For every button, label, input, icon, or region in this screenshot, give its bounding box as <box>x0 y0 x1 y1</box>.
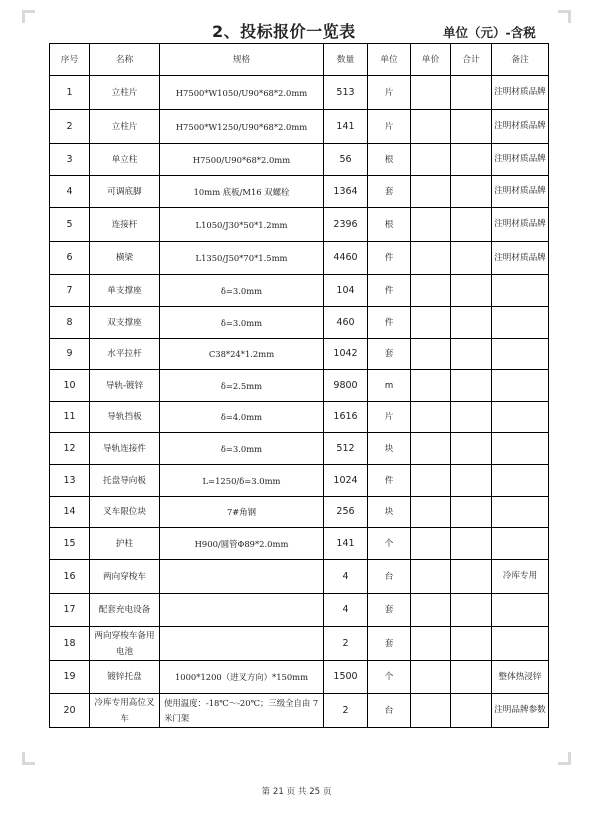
cell-spec: L1050/J30*50*1.2mm <box>160 208 324 242</box>
cell-seq: 10 <box>50 370 90 402</box>
cell-note: 冷库专用 <box>492 560 549 594</box>
cell-total <box>451 208 492 242</box>
cell-total <box>451 694 492 728</box>
table-row <box>50 307 549 339</box>
cell-spec: C38*24*1.2mm <box>160 339 324 370</box>
cell-unit: 件 <box>368 242 411 275</box>
cell-unit: m <box>368 370 411 402</box>
cell-unit: 个 <box>368 528 411 560</box>
cell-seq: 17 <box>50 594 90 627</box>
cell-seq: 7 <box>50 275 90 307</box>
cell-qty: 1042 <box>324 339 368 370</box>
cell-price <box>411 627 451 661</box>
page-footer: 第 21 页 共 25 页 <box>261 787 332 797</box>
table-row <box>50 560 549 594</box>
cell-price <box>411 176 451 208</box>
quotation-table <box>49 43 549 728</box>
cell-unit: 根 <box>368 208 411 242</box>
cell-qty: 1024 <box>324 465 368 497</box>
cell-qty: 56 <box>324 144 368 176</box>
cell-total <box>451 242 492 275</box>
cell-total <box>451 465 492 497</box>
header-name: 名称 <box>90 44 160 76</box>
cell-qty: 1500 <box>324 661 368 694</box>
cell-name: 导轨-镀锌 <box>90 370 160 402</box>
cell-spec: δ=3.0mm <box>160 433 324 465</box>
cell-name: 护柱 <box>90 528 160 560</box>
cell-spec: H7500*W1050/U90*68*2.0mm <box>160 76 324 110</box>
cell-seq: 9 <box>50 339 90 370</box>
cell-note: 注明材质品牌 <box>492 242 549 275</box>
cell-name: 两向穿梭车备用电池 <box>90 627 160 661</box>
cell-unit: 个 <box>368 661 411 694</box>
table-row <box>50 144 549 176</box>
cell-seq: 4 <box>50 176 90 208</box>
table-row <box>50 528 549 560</box>
cell-qty: 512 <box>324 433 368 465</box>
cell-note <box>492 433 549 465</box>
cell-spec: 1000*1200（进叉方向）*150mm <box>160 661 324 694</box>
cell-name: 配套充电设备 <box>90 594 160 627</box>
table-row <box>50 339 549 370</box>
cell-name: 冷库专用高位叉车 <box>90 694 160 728</box>
cell-total <box>451 560 492 594</box>
cell-seq: 3 <box>50 144 90 176</box>
cell-qty: 1616 <box>324 402 368 433</box>
table-row <box>50 208 549 242</box>
table-row <box>50 465 549 497</box>
cell-name: 叉车限位块 <box>90 497 160 528</box>
cell-unit: 根 <box>368 144 411 176</box>
cell-qty: 141 <box>324 110 368 144</box>
cell-unit: 片 <box>368 110 411 144</box>
cell-price <box>411 76 451 110</box>
cell-note: 注明材质品牌 <box>492 176 549 208</box>
cell-spec: L1350/J50*70*1.5mm <box>160 242 324 275</box>
cell-note: 整体热浸锌 <box>492 661 549 694</box>
unit-note: 单位（元）-含税 <box>443 25 536 40</box>
cell-name: 水平拉杆 <box>90 339 160 370</box>
cell-name: 双支撑座 <box>90 307 160 339</box>
cell-note <box>492 627 549 661</box>
cell-unit: 片 <box>368 402 411 433</box>
corner-mark-top-left <box>22 10 35 23</box>
cell-qty: 2 <box>324 694 368 728</box>
cell-unit: 块 <box>368 497 411 528</box>
cell-spec: 7#角钢 <box>160 497 324 528</box>
cell-unit: 件 <box>368 307 411 339</box>
cell-spec: δ=4.0mm <box>160 402 324 433</box>
cell-seq: 16 <box>50 560 90 594</box>
header-spec: 规格 <box>160 44 324 76</box>
header-note: 备注 <box>492 44 549 76</box>
cell-spec: L=1250/δ=3.0mm <box>160 465 324 497</box>
cell-unit: 套 <box>368 594 411 627</box>
cell-qty: 4 <box>324 560 368 594</box>
cell-name: 连接杆 <box>90 208 160 242</box>
cell-total <box>451 370 492 402</box>
cell-unit: 件 <box>368 275 411 307</box>
cell-price <box>411 144 451 176</box>
cell-note <box>492 339 549 370</box>
cell-seq: 20 <box>50 694 90 728</box>
table-row <box>50 76 549 110</box>
table-row <box>50 176 549 208</box>
table-row <box>50 275 549 307</box>
cell-spec: 10mm 底板/M16 双螺栓 <box>160 176 324 208</box>
table-row <box>50 694 549 728</box>
cell-price <box>411 208 451 242</box>
cell-note: 注明材质品牌 <box>492 208 549 242</box>
cell-seq: 19 <box>50 661 90 694</box>
cell-price <box>411 242 451 275</box>
cell-qty: 1364 <box>324 176 368 208</box>
cell-name: 导轨挡板 <box>90 402 160 433</box>
cell-price <box>411 275 451 307</box>
cell-total <box>451 433 492 465</box>
cell-spec: 使用温度：-18℃～-20℃；三级全自由 7 米门架 <box>160 694 324 728</box>
cell-seq: 8 <box>50 307 90 339</box>
cell-seq: 1 <box>50 76 90 110</box>
cell-seq: 15 <box>50 528 90 560</box>
cell-price <box>411 433 451 465</box>
header-qty: 数量 <box>324 44 368 76</box>
table-row <box>50 627 549 661</box>
cell-unit: 块 <box>368 433 411 465</box>
cell-note <box>492 307 549 339</box>
cell-seq: 18 <box>50 627 90 661</box>
cell-name: 横梁 <box>90 242 160 275</box>
cell-total <box>451 176 492 208</box>
cell-price <box>411 560 451 594</box>
cell-qty: 256 <box>324 497 368 528</box>
cell-total <box>451 528 492 560</box>
cell-unit: 套 <box>368 176 411 208</box>
cell-unit: 套 <box>368 627 411 661</box>
cell-qty: 2396 <box>324 208 368 242</box>
cell-price <box>411 339 451 370</box>
cell-price <box>411 497 451 528</box>
cell-price <box>411 694 451 728</box>
cell-spec: δ=3.0mm <box>160 307 324 339</box>
cell-spec: H900/圆管Φ89*2.0mm <box>160 528 324 560</box>
header-unit: 单位 <box>368 44 411 76</box>
page-title: 2、投标报价一览表 <box>212 22 356 41</box>
corner-mark-top-right <box>558 10 571 23</box>
table-row <box>50 402 549 433</box>
header-total: 合计 <box>451 44 492 76</box>
cell-note: 注明材质品牌 <box>492 144 549 176</box>
table-row <box>50 661 549 694</box>
cell-total <box>451 497 492 528</box>
cell-name: 托盘导向板 <box>90 465 160 497</box>
cell-seq: 11 <box>50 402 90 433</box>
cell-price <box>411 370 451 402</box>
cell-note <box>492 465 549 497</box>
cell-note: 注明材质品牌 <box>492 110 549 144</box>
cell-unit: 台 <box>368 560 411 594</box>
cell-note <box>492 528 549 560</box>
table-row <box>50 370 549 402</box>
cell-note <box>492 275 549 307</box>
cell-note <box>492 370 549 402</box>
cell-price <box>411 307 451 339</box>
cell-qty: 104 <box>324 275 368 307</box>
table-row <box>50 594 549 627</box>
cell-unit: 套 <box>368 339 411 370</box>
cell-spec <box>160 594 324 627</box>
table-body <box>50 76 549 728</box>
cell-qty: 513 <box>324 76 368 110</box>
cell-seq: 12 <box>50 433 90 465</box>
cell-total <box>451 307 492 339</box>
cell-note: 注明品牌参数 <box>492 694 549 728</box>
table-row <box>50 110 549 144</box>
cell-total <box>451 627 492 661</box>
cell-qty: 460 <box>324 307 368 339</box>
corner-mark-bottom-right <box>558 752 571 765</box>
cell-total <box>451 76 492 110</box>
cell-total <box>451 144 492 176</box>
cell-qty: 141 <box>324 528 368 560</box>
cell-note: 注明材质品牌 <box>492 76 549 110</box>
cell-seq: 14 <box>50 497 90 528</box>
cell-price <box>411 402 451 433</box>
cell-qty: 2 <box>324 627 368 661</box>
cell-note <box>492 402 549 433</box>
cell-name: 可调底脚 <box>90 176 160 208</box>
cell-spec: δ=3.0mm <box>160 275 324 307</box>
cell-unit: 片 <box>368 76 411 110</box>
cell-name: 单支撑座 <box>90 275 160 307</box>
cell-seq: 2 <box>50 110 90 144</box>
cell-price <box>411 661 451 694</box>
corner-mark-bottom-left <box>22 752 35 765</box>
cell-seq: 13 <box>50 465 90 497</box>
header-seq: 序号 <box>50 44 90 76</box>
cell-price <box>411 465 451 497</box>
cell-total <box>451 594 492 627</box>
cell-seq: 5 <box>50 208 90 242</box>
cell-name: 镀锌托盘 <box>90 661 160 694</box>
cell-name: 立柱片 <box>90 110 160 144</box>
cell-spec: H7500*W1250/U90*68*2.0mm <box>160 110 324 144</box>
cell-unit: 件 <box>368 465 411 497</box>
cell-spec <box>160 560 324 594</box>
cell-spec: δ=2.5mm <box>160 370 324 402</box>
cell-seq: 6 <box>50 242 90 275</box>
table-row <box>50 497 549 528</box>
table-row <box>50 242 549 275</box>
cell-note <box>492 497 549 528</box>
cell-unit: 台 <box>368 694 411 728</box>
header-price: 单价 <box>411 44 451 76</box>
cell-total <box>451 661 492 694</box>
cell-total <box>451 339 492 370</box>
cell-spec <box>160 627 324 661</box>
table-row <box>50 433 549 465</box>
cell-name: 导轨连接件 <box>90 433 160 465</box>
cell-name: 单立柱 <box>90 144 160 176</box>
table-header-row <box>50 44 549 76</box>
cell-price <box>411 528 451 560</box>
cell-price <box>411 594 451 627</box>
cell-total <box>451 275 492 307</box>
cell-name: 立柱片 <box>90 76 160 110</box>
cell-qty: 9800 <box>324 370 368 402</box>
cell-qty: 4 <box>324 594 368 627</box>
cell-qty: 4460 <box>324 242 368 275</box>
cell-spec: H7500/U90*68*2.0mm <box>160 144 324 176</box>
cell-total <box>451 110 492 144</box>
cell-name: 两向穿梭车 <box>90 560 160 594</box>
cell-price <box>411 110 451 144</box>
cell-total <box>451 402 492 433</box>
cell-note <box>492 594 549 627</box>
